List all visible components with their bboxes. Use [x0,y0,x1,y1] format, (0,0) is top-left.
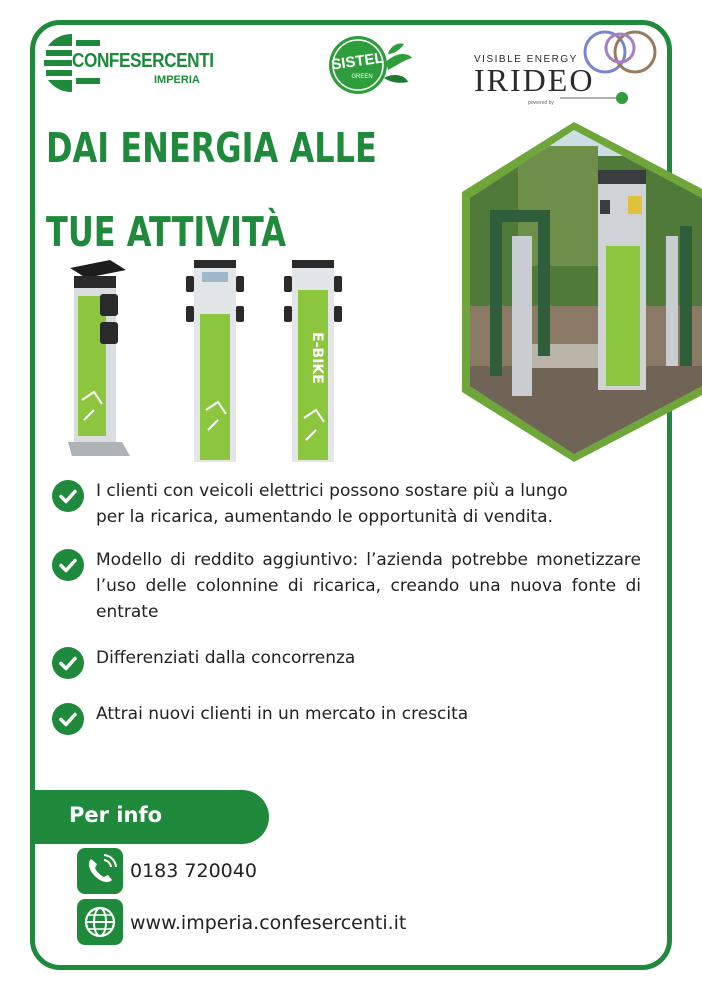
headline [46,106,377,274]
info-title: Per info [69,803,163,827]
confesercenti-name: CONFESERCENTI [72,50,214,72]
website-link[interactable]: www.imperia.confesercenti.it [130,912,407,934]
irideo-powered: powered by [528,100,554,106]
confesercenti-sub: IMPERIA [154,74,200,86]
benefits-list [52,478,642,727]
charging-station-photo [458,116,702,468]
charging-column-1 [68,260,130,456]
column-label: E-BIKE [309,332,325,384]
check-icon [52,480,84,512]
list-item-text: Modello di reddito aggiuntivo: l’azienda potrebbe monetizzare l’uso delle colonnine di ricarica, creando una nuova fonte di entrate [96,550,641,622]
charging-columns-illustration [60,250,350,470]
phone-number[interactable]: 0183 720040 [130,860,257,882]
list-item [52,645,642,671]
list-item [52,478,642,530]
irideo-logo [470,28,670,108]
irideo-tagline: VISIBLE ENERGY [474,54,578,65]
list-item-text: Attrai nuovi clienti in un mercato in crescita [96,704,469,724]
list-item [52,547,642,625]
check-icon [52,549,84,581]
phone-icon [77,848,123,894]
list-item-text: I clienti con veicoli elettrici possono sostare più a lungo per la ricarica, aumentando le opportunità di vendita. [96,481,568,527]
check-icon [52,703,84,735]
check-icon [52,647,84,679]
irideo-name: IRIDEO [474,62,595,98]
sistel-sub: GREEN [351,74,373,80]
sistel-logo [328,32,414,98]
confesercenti-logo [42,32,212,94]
globe-icon [77,899,123,945]
info-banner [35,790,269,844]
list-item-text: Differenziati dalla concorrenza [96,648,356,668]
charging-column-3 [284,260,342,462]
sistel-name: SISTEL [330,49,385,74]
charging-column-2 [186,260,244,462]
headline-line-2: TUE ATTIVITÀ [46,208,287,256]
list-item [52,701,642,727]
headline-line-1: DAI ENERGIA ALLE [46,124,377,172]
